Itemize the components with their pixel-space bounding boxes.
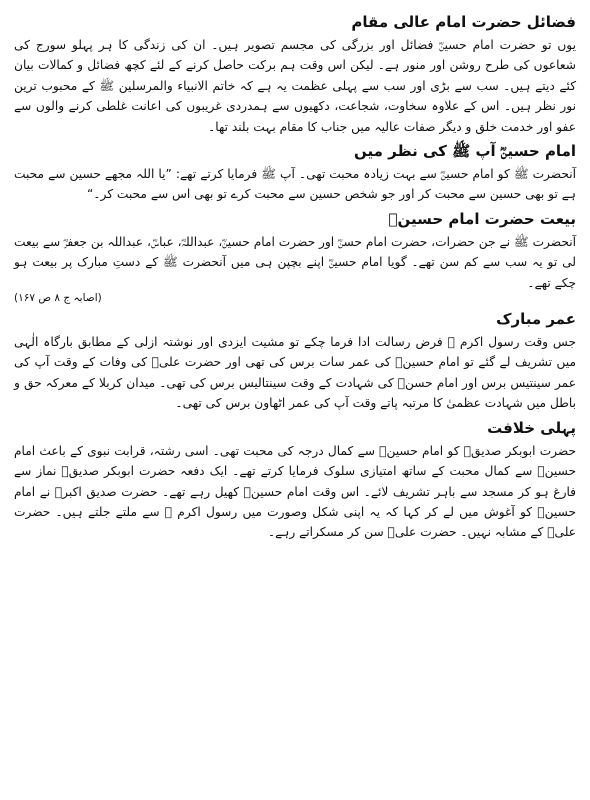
section-allegiance bbox=[14, 207, 576, 305]
section-heading: بیعت حضرت امام حسینؓ bbox=[388, 209, 576, 228]
section-heading: فضائل حضرت امام عالی مقام bbox=[351, 13, 576, 31]
section-first-caliphate bbox=[14, 416, 576, 543]
section-paragraph: یوں تو حضرت امام حسینؓ فضائل اور بزرگی کی مجسم تصویر ہیں۔ ان کی زندگی کا ہر پہلو سورج کی شعاعوں کی طرح روشن اور منور ہے۔ لیکن اس وقت ہم برکت حاصل کرنے کے لئے کچھ فضائل و کمالات بیان کئے دیتے ہیں۔ سب سے بڑی اور سب سے پہلی عظمت یہ ہے کہ خاتم الانبیاء والمرسلین ﷺ کے محبوب ترین نور نظر ہیں۔ اس کے علاوہ سخاوت، شجاعت، دکھیوں سے ہمدردی غریبوں کی اعانت غلطی کرنے والوں سے عفو اور خدمت خلق و دیگر صفات عالیہ میں جناب کا مقام بہت بلند تھا۔ bbox=[14, 38, 576, 134]
section-paragraph: حضرت ابوبکر صدیقؓ کو امام حسینؓ سے کمال درجہ کی محبت تھی۔ اسی رشتہ، قرابت نبوی کے باعث امام حسینؓ سے کمال محبت کے ساتھ امتیازی سلوک فرمایا کرتے تھے۔ ایک دفعہ حضرت ابوبکر صدیقؓ نماز سے فارغ ہو کر مسجد سے باہر تشریف لائے۔ اس وقت امام حسینؓ کھیل رہے تھے۔ حضرت صدیق اکبرؓ نے امام حسینؓ کو آغوش میں لے کر کہا کہ یہ اپنی شکل وصورت میں رسول اکرم ﷺ سے ملتے جلتے ہیں۔ حضرت علیؓ کے مشابہ نہیں۔ حضرت علیؓ سن کر مسکراتے رہے۔ bbox=[14, 443, 576, 540]
section-heading: عمر مبارک bbox=[496, 310, 576, 329]
section-age bbox=[14, 307, 576, 414]
source-reference: (اصابہ ج ۸ ص ۱۶۷) bbox=[14, 292, 102, 305]
section-paragraph: آنحضرت ﷺ کو امام حسینؓ سے بہت زیادہ محبت تھی۔ آپ ﷺ فرمایا کرتے تھے: ”یا اللہ مجھے حسین سے محبت ہے تو بھی حسین سے محبت کر اور جو شخص حسین سے محبت کرے تو بھی اس سے محبت کر۔“ bbox=[14, 167, 576, 202]
section-in-prophets-eyes bbox=[14, 139, 576, 205]
section-heading: امام حسینؓ آپ ﷺ کی نظر میں bbox=[354, 142, 576, 161]
section-paragraph: آنحضرت ﷺ نے جن حضرات، حضرت امام حسنؓ اور حضرت امام حسینؓ، عبداللہؓ، عباسؓ، عبداللہ بن جعفرؓ سے بیعت لی تو یہ سب سے کم سن تھے۔ گویا امام حسینؓ اپنے بچپن ہی میں آنحضرت ﷺ کے دستِ مبارک پر بیعت ہو چکے تھے۔ bbox=[14, 234, 576, 290]
section-heading: پہلی خلافت bbox=[487, 418, 576, 437]
section-paragraph: جس وقت رسول اکرم ﷺ فرض رسالت ادا فرما چکے تو مشیت ایزدی اور نوشتہ ازلی کے مطابق بارگاہ الٰہی میں تشریف لے گئے تو امام حسینؓ کی عمر سات برس کی تھی اور حضرت علیؓ کی وفات کے وقت آپ کی عمر سینتیس برس اور امام حسنؓ کی شہادت کے وقت سینتالیس برس کی تھی۔ میدان کربلا کے معرکہ حق و باطل میں شہادت عظمیٰ کا مرتبہ پاتے وقت آپ کی عمر اٹھاون برس کی تھی۔ bbox=[14, 335, 576, 411]
section-virtues bbox=[14, 10, 576, 137]
